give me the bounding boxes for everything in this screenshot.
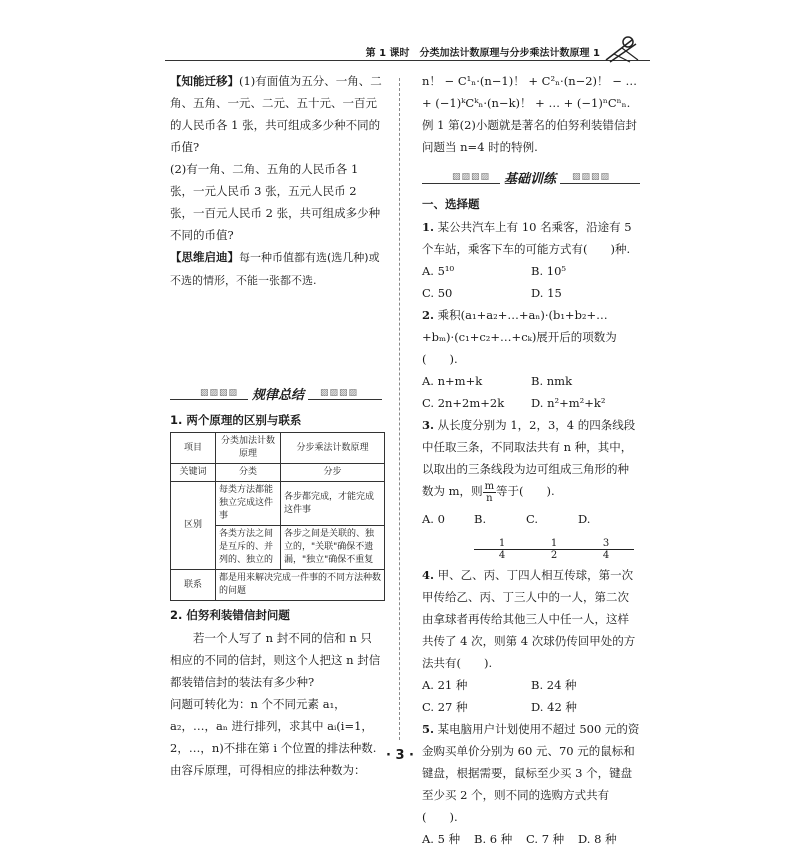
option-d[interactable]: D. $\frac{3}{4}$ bbox=[578, 504, 630, 564]
option-c[interactable]: C. $\frac{1}{2}$ bbox=[526, 504, 578, 564]
question-2: 2. 乘积(a₁+a₂+…+aₙ)·(b₁+b₂+…+bₘ)·(c₁+c₂+…+cₖ)展开后的项数为( ). bbox=[422, 308, 617, 366]
question-5: 5. 某电脑用户计划使用不超过 500 元的资金购买单价分别为 60 元、70 元的鼠标和键盘，根据需要，鼠标至少买 3 个，键盘至少买 2 个，则不同的选购方式共有( ). bbox=[422, 721, 640, 824]
fraction-m-over-n: $\frac{m}{n}$ bbox=[484, 480, 495, 504]
comparison-table bbox=[170, 432, 385, 601]
option-a[interactable]: A. n+m+k bbox=[422, 374, 483, 388]
hint-label: 【思维启迪】 bbox=[170, 250, 239, 264]
table-difference-label: 区别 bbox=[171, 482, 216, 570]
question-4-options bbox=[422, 674, 640, 718]
option-b[interactable]: B. nmk bbox=[531, 374, 573, 388]
column-divider bbox=[399, 78, 401, 740]
question-1-options bbox=[422, 260, 640, 304]
section-2-paragraph-2: 问题可转化为：n 个不同元素 a₁，a₂，…，aₙ 进行排列，求其中 aᵢ(i=1，2，…，n)不排在第 i 个位置的排法种数. 由容斥原理，可得相应的排法种数为： bbox=[170, 697, 377, 777]
section-2-title: 2. 伯努利装错信封问题 bbox=[170, 608, 290, 622]
hint-paragraph bbox=[170, 246, 382, 292]
section-2-paragraph-1: 若一个人写了 n 封不同的信和 n 只相应的不同的信封，则这个人把这 n 封信都装错信封的装法有多少种? bbox=[170, 631, 381, 689]
example-note: 例 1 第(2)小题就是著名的伯努利装错信封问题当 n=4 时的特例. bbox=[422, 118, 637, 154]
question-1: 1. 某公共汽车上有 10 名乘客，沿途有 5 个车站，乘客下车的可能方式有( )种. bbox=[422, 220, 632, 256]
table-diff-1a: 每类方法都能独立完成这件事 bbox=[216, 482, 281, 526]
option-b[interactable]: B. 6 种 bbox=[474, 831, 513, 846]
option-d[interactable]: D. n²+m²+k² bbox=[531, 396, 606, 410]
option-c[interactable]: C. 2n+2m+2k bbox=[422, 396, 505, 410]
option-a[interactable]: A. 21 种 bbox=[422, 677, 468, 692]
table-header-item: 项目 bbox=[171, 433, 216, 464]
question-2-options bbox=[422, 370, 640, 414]
table-header-addition: 分类加法计数原理 bbox=[216, 433, 281, 464]
option-d[interactable]: D. 8 种 bbox=[578, 831, 617, 846]
question-3: 3. 从长度分别为 1，2，3，4 的四条线段中任取三条，不同取法共有 n 种，其中，以取出的三条线段为边可组成三角形的种数为 m，则 $\frac{m}{n}$ 等于( ). bbox=[422, 418, 636, 504]
table-keyword-multiplication: 分步 bbox=[280, 464, 384, 482]
question-3-options bbox=[422, 504, 640, 564]
transfer-paragraph-1 bbox=[170, 70, 382, 158]
basic-training-banner: ▨▨▨▨ 基础训练 ▨▨▨▨ bbox=[422, 168, 640, 190]
option-c[interactable]: C. 27 种 bbox=[422, 699, 468, 714]
page-header bbox=[165, 40, 650, 61]
transfer-text-1: (1)有面值为五分、一角、二角、五角、一元、二元、五十元、一百元的人民币各 1 张，共可组成多少种不同的币值? bbox=[170, 74, 382, 154]
option-b[interactable]: B. $\frac{1}{4}$ bbox=[474, 504, 526, 564]
table-diff-2a: 各类方法之间是互斥的、并列的、独立的 bbox=[216, 526, 281, 570]
transfer-label: 【知能迁移】 bbox=[170, 74, 239, 88]
part-title: 一、选择题 bbox=[422, 197, 480, 211]
transfer-text-2: (2)有一角、二角、五角的人民币各 1 张，一元人民币 3 张，五元人民币 2 张，一百元人民币 2 张，共可组成多少种不同的币值? bbox=[170, 162, 381, 242]
option-d[interactable]: D. 15 bbox=[531, 286, 562, 300]
section-1-title: 1. 两个原理的区别与联系 bbox=[170, 413, 302, 427]
formula-line-1: n！ − C¹ₙ·(n−1)！ + C²ₙ·(n−2)！ − … bbox=[422, 74, 637, 88]
summary-banner-title: 规律总结 bbox=[248, 384, 308, 403]
question-4: 4. 甲、乙、丙、丁四人相互传球，第一次甲传给乙、丙、丁三人中的一人，第二次由拿球者再传给其他三人中任一人，这样共传了 4 次，则第 4 次球仍传回甲处的方法共有( ). bbox=[422, 567, 636, 670]
pencil-figure-icon bbox=[602, 34, 642, 64]
hint-text: 每一种币值都有选(选几种)或不选的情形，不能一张都不选. bbox=[170, 251, 380, 287]
table-diff-2b: 各步之间是关联的、独立的，"关联"确保不遗漏，"独立"确保不重复 bbox=[280, 526, 384, 570]
summary-banner: ▨▨▨▨ 规律总结 ▨▨▨▨ bbox=[170, 384, 382, 406]
option-a[interactable]: A. 0 bbox=[422, 511, 445, 526]
option-b[interactable]: B. 24 种 bbox=[531, 677, 577, 692]
option-b[interactable]: B. 10⁵ bbox=[531, 264, 567, 278]
option-c[interactable]: C. 7 种 bbox=[526, 831, 565, 846]
table-diff-1b: 各步都完成，才能完成这件事 bbox=[280, 482, 384, 526]
header-title: 第 1 课时 分类加法计数原理与分步乘法计数原理 1 bbox=[365, 48, 600, 59]
question-5-options bbox=[422, 828, 640, 850]
table-link-label: 联系 bbox=[171, 570, 216, 601]
formula-line-2: + (−1)ᵏCᵏₙ·(n−k)！ + … + (−1)ⁿCⁿₙ. bbox=[422, 96, 631, 110]
page-number: · 3 · bbox=[386, 748, 414, 763]
basic-training-title: 基础训练 bbox=[500, 168, 560, 187]
option-a[interactable]: A. 5 种 bbox=[422, 831, 461, 846]
right-column bbox=[422, 70, 640, 850]
option-a[interactable]: A. 5¹⁰ bbox=[422, 264, 455, 278]
table-keyword-addition: 分类 bbox=[216, 464, 281, 482]
table-keyword-label: 关键词 bbox=[171, 464, 216, 482]
table-link-text: 都是用来解决完成一件事的不同方法种数的问题 bbox=[216, 570, 385, 601]
left-column bbox=[170, 70, 382, 781]
option-c[interactable]: C. 50 bbox=[422, 286, 453, 300]
table-header-multiplication: 分步乘法计数原理 bbox=[280, 433, 384, 464]
option-d[interactable]: D. 42 种 bbox=[531, 699, 577, 714]
